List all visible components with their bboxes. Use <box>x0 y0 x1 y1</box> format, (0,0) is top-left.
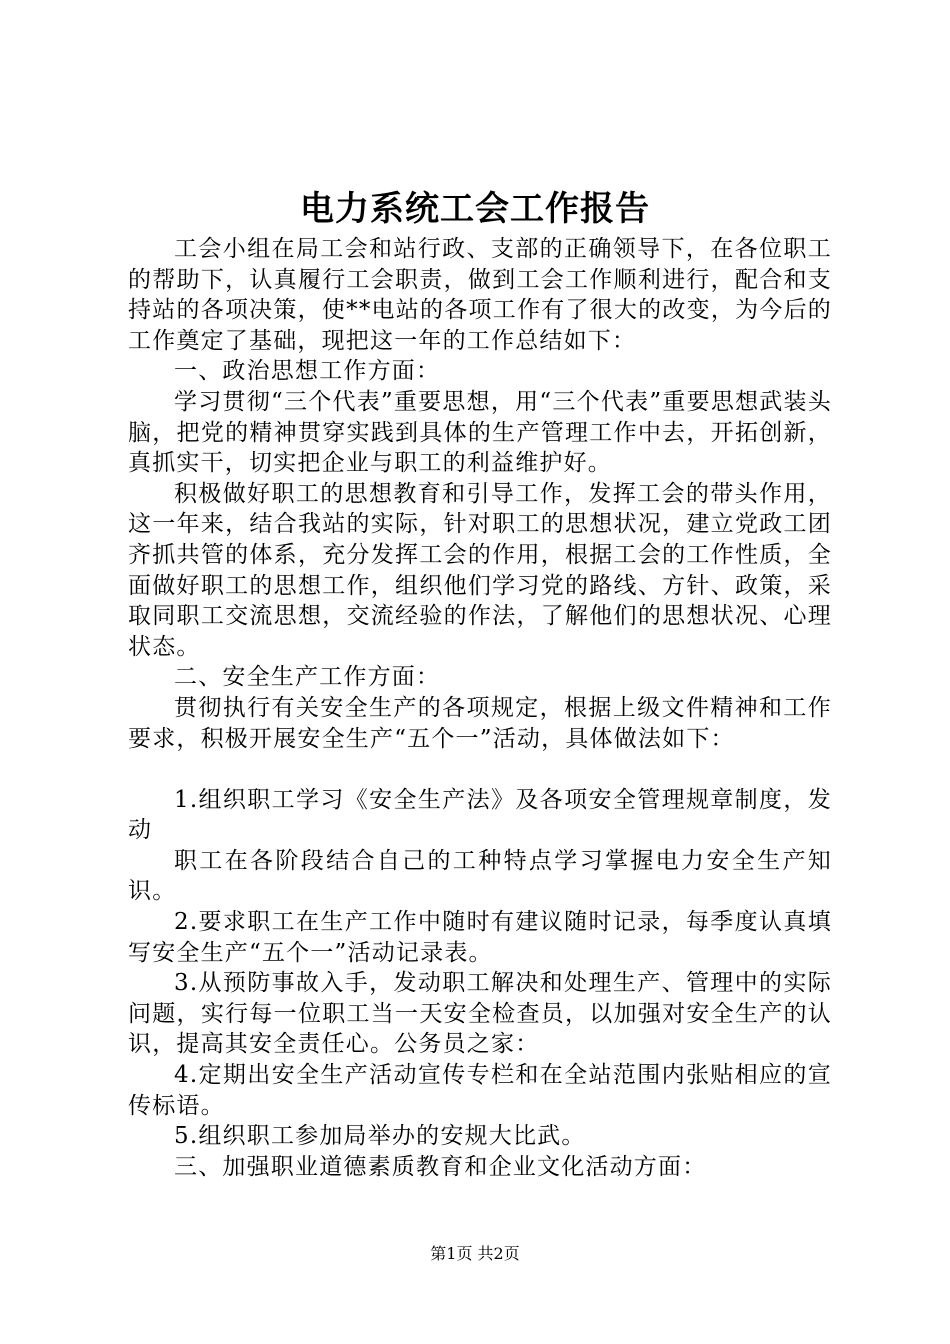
list-item: 5.组织职工参加局举办的安规大比武。 <box>174 1123 586 1150</box>
list-item: 3.从预防事故入手，发动职工解决和处理生产、管理中的实际问题，实行每一位职工当一天安全检查员，以加强对安全生产的认识，提高其安全责任心。公务员之家： <box>128 970 832 1058</box>
paragraph: 贯彻执行有关安全生产的各项规定，根据上级文件精神和工作要求，积极开展安全生产“五个一”活动，具体做法如下： <box>128 694 832 752</box>
list-item: 2.要求职工在生产工作中随时有建议随时记录，每季度认真填写安全生产“五个一”活动记录表。 <box>128 909 832 966</box>
document-body <box>128 234 832 1182</box>
section-heading-ethics: 三、加强职业道德素质教育和企业文化活动方面： <box>174 1153 707 1180</box>
blank-line <box>128 754 832 785</box>
page-footer: 第1页 共2页 <box>430 1244 520 1263</box>
document-title: 电力系统工会工作报告 <box>300 189 650 229</box>
list-item-continuation: 职工在各阶段结合自己的工种特点学习掌握电力安全生产知识。 <box>128 847 832 905</box>
paragraph: 学习贯彻“三个代表”重要思想，用“三个代表”重要思想武装头脑，把党的精神贯穿实践到具体的生产管理工作中去，开拓创新，真抓实干，切实把企业与职工的利益维护好。 <box>128 388 832 477</box>
list-item: 1.组织职工学习《安全生产法》及各项安全管理规章制度，发动 <box>128 786 832 844</box>
list-item: 4.定期出安全生产活动宣传专栏和在全站范围内张贴相应的宣传标语。 <box>128 1062 832 1119</box>
section-heading-political: 一、政治思想工作方面： <box>174 358 441 385</box>
paragraph: 积极做好职工的思想教育和引导工作，发挥工会的带头作用，这一年来，结合我站的实际，针对职工的思想状况，建立党政工团齐抓共管的体系，充分发挥工会的作用，根据工会的工作性质，全面做好职工的思想工作，组织他们学习党的路线、方针、政策，采取同职工交流思想，交流经验的作法，了解他们的思想状况、心理状态。 <box>128 480 832 660</box>
section-heading-safety: 二、安全生产工作方面： <box>174 664 441 691</box>
paragraph-intro: 工会小组在局工会和站行政、支部的正确领导下，在各位职工的帮助下，认真履行工会职责，做到工会工作顺利进行，配合和支持站的各项决策，使**电站的各项工作有了很大的改变，为今后的工作奠定了基础，现把这一年的工作总结如下： <box>128 236 832 354</box>
